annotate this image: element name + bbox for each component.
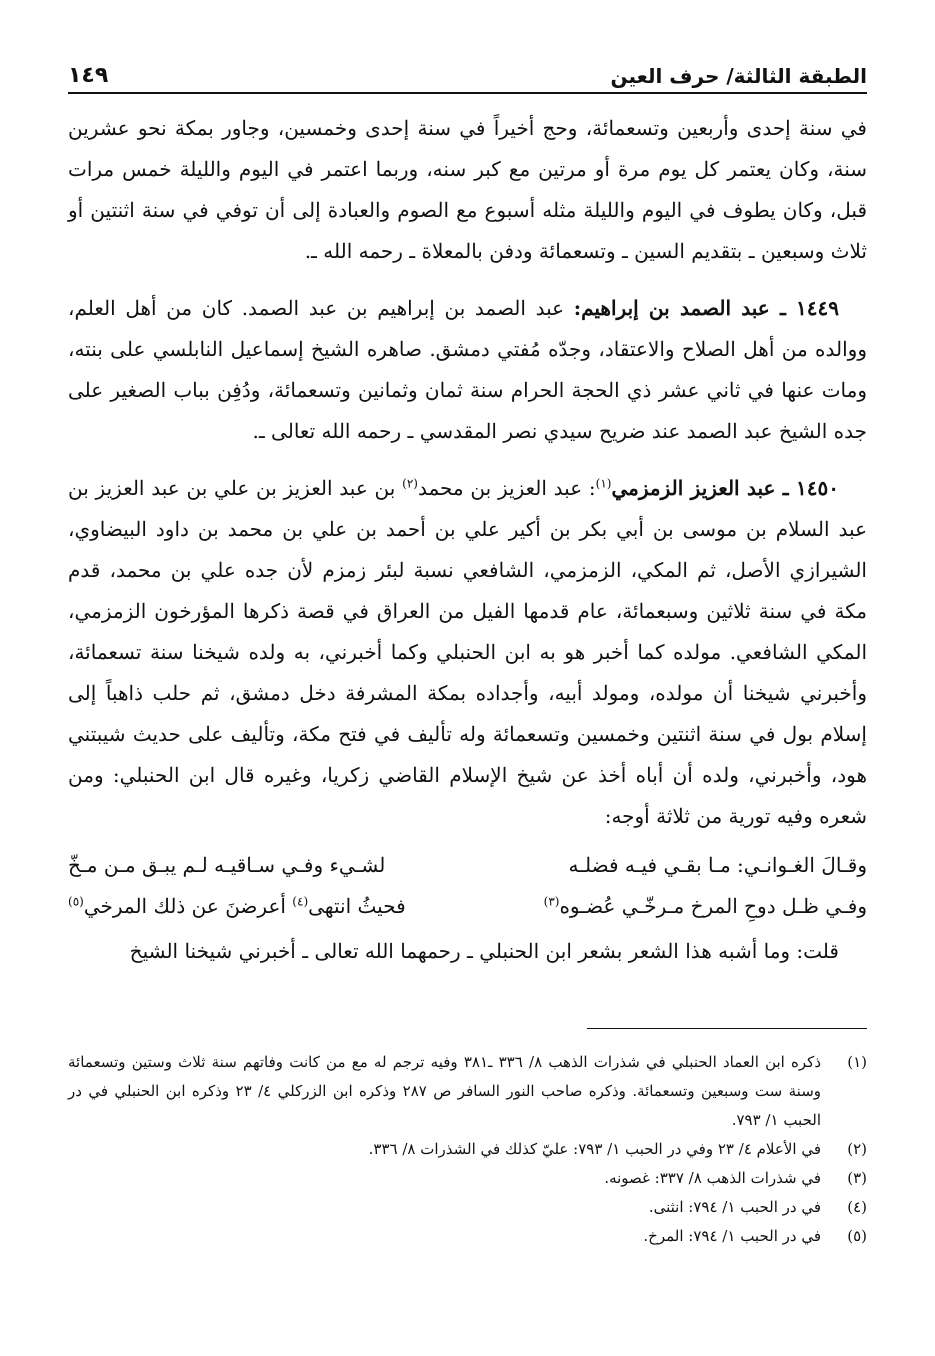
verse-2-first-hemistich [544, 886, 867, 927]
footnote-text: في در الحبب ١/ ٧٩٤: انثنى. [648, 1198, 821, 1216]
footnote-ref-4: (٤) [292, 894, 309, 909]
entry-1450-heading: ١٤٥٠ ـ عبد العزيز الزمزمي [611, 476, 840, 500]
footnote-text: في شذرات الذهب ٨/ ٣٣٧: غصونه. [604, 1169, 821, 1187]
footnote-ref-5: (٥) [68, 894, 84, 909]
verse-1-first-hemistich: وقـالَ الغـوانـي: مـا بقـي فيـه فضلـه [568, 853, 867, 877]
footnote-number: (٥) [847, 1227, 867, 1245]
main-text [68, 108, 867, 972]
header-title: الطبقة الثالثة/ حرف العين [610, 64, 867, 88]
verse-2-second-text-a: فحيثُ انتهى [308, 894, 406, 918]
entry-1449-text: عبد الصمد بن إبراهيم بن عبد الصمد. كان من أهل العلم، ووالده من أهل الصلاح والاعتقاد، وجدّه مُفتي دمشق. صاهره الشيخ إسماعيل النابلسي على بنته، ومات عنها في ثاني عشر ذي الحجة الحرام سنة ثمان وثمانين وتسعمائة، ودُفِن بباب الصغير على جده الشيخ عبد الصمد عند ضريح سيدي نصر المقدسي ـ رحمه الله تعالى ـ. [68, 296, 867, 443]
footnote-text: في الأعلام ٤/ ٢٣ وفي در الحبب ١/ ٧٩٣: عليّ كذلك في الشذرات ٨/ ٣٣٦. [368, 1140, 821, 1158]
verse-2-second-text-b: أعرضنَ عن ذلك المرخي [83, 894, 286, 918]
footnote-3 [68, 1164, 867, 1193]
footnotes [68, 1048, 867, 1251]
footnote-1 [68, 1048, 867, 1135]
entry-1449 [68, 288, 867, 452]
poem-verse-1 [68, 845, 867, 886]
entry-1450-text-b: بن عبد العزيز بن علي بن عبد العزيز بن عبد السلام بن موسى بن أبي بكر بن أكير علي بن أحمد بن علي بن محمد بن داود البيضاوي، الشيرازي الأصل، ثم المكي، الزمزمي، الشافعي نسبة لبئر زمزم لأن جده علي بن محمد، قدم مكة في سنة ثلاثين وسبعمائة، عام قدمها الفيل من العراق في قصة ذكرها المؤرخون الزمزمي، المكي الشافعي. مولده كما أخبر هو به ابن الحنبلي وكما أخبرني، به ولده شيخنا سنة تسعمائة، وأخبرني شيخنا أن مولده، ومولد أبيه، وأجداده بمكة المشرفة دخل دمشق، ثم حلب ذاهباً إلى إسلام بول في سنة اثنتين وخمسين وتسعمائة وله تأليف في فتح مكة، وتأليف على حديث شيبتني هود، وأخبرني، ولده أن أباه أخذ عن شيخ الإسلام القاضي زكريا، وغيره قال ابن الحنبلي: ومن شعره وفيه تورية من ثلاثة أوجه: [68, 476, 867, 828]
entry-1450 [68, 468, 867, 837]
footnote-separator [587, 1028, 867, 1029]
verse-2-second-hemistich [68, 886, 406, 927]
footnote-number: (١) [847, 1053, 867, 1071]
footnote-number: (٢) [847, 1140, 867, 1158]
running-header [68, 60, 867, 94]
poem [68, 845, 867, 927]
paragraph-after-poem: قلت: وما أشبه هذا الشعر بشعر ابن الحنبلي ـ رحمهما الله تعالى ـ أخبرني شيخنا الشيخ [129, 939, 839, 963]
footnote-5 [68, 1222, 867, 1251]
footnote-number: (٣) [847, 1169, 867, 1187]
poem-verse-2 [68, 886, 867, 927]
footnote-number: (٤) [847, 1198, 867, 1216]
paragraph-continuation: في سنة إحدى وأربعين وتسعمائة، وحج أخيراً في سنة إحدى وخمسين، وجاور بمكة نحو عشرين سنة، وكان يعتمر كل يوم مرة أو مرتين مع كبر سنه، وربما اعتمر في اليوم والليلة خمس مرات قبل، وكان يطوف في اليوم والليلة مثله أسبوع مع الصوم والعبادة إلى أن توفي في سنة اثنتين أو ثلاث وسبعين ـ بتقديم السين ـ وتسعمائة ودفن بالمعلاة ـ رحمه الله ـ. [68, 116, 868, 263]
verse-1-second-hemistich: لشـيء وفـي سـاقيـه لـم يبـق مـن مـخّ [68, 853, 386, 877]
footnote-ref-3: (٣) [543, 894, 560, 909]
footnote-2 [68, 1135, 867, 1164]
footnote-4 [68, 1193, 867, 1222]
entry-1449-heading: ١٤٤٩ ـ عبد الصمد بن إبراهيم: [573, 296, 840, 320]
verse-2-first-text: وفـي ظـل دوحِ المرخ مـرخّـي عُضـوه [559, 894, 867, 918]
page-number: ١٤٩ [68, 63, 109, 88]
footnote-ref-2: (٢) [402, 476, 418, 491]
footnote-text: في در الحبب ١/ ٧٩٤: المرخ. [643, 1227, 821, 1245]
footnote-ref-1: (١) [595, 476, 612, 491]
footnote-text: ذكره ابن العماد الحنبلي في شذرات الذهب ٨/ ٣٣٦ ـ٣٨١ وفيه ترجم له مع من كانت وفاتهم سنة ثلاث وستين وتسعمائة وسنة ست وسبعين وتسعمائة. وذكره صاحب النور السافر ص ٢٨٧ وذكره ابن الزركلي ٤/ ٢٣ وذكره ابن الحنبلي في در الحبب ١/ ٧٩٣. [68, 1053, 822, 1129]
entry-1450-text-a: : عبد العزيز بن محمد [417, 476, 596, 500]
